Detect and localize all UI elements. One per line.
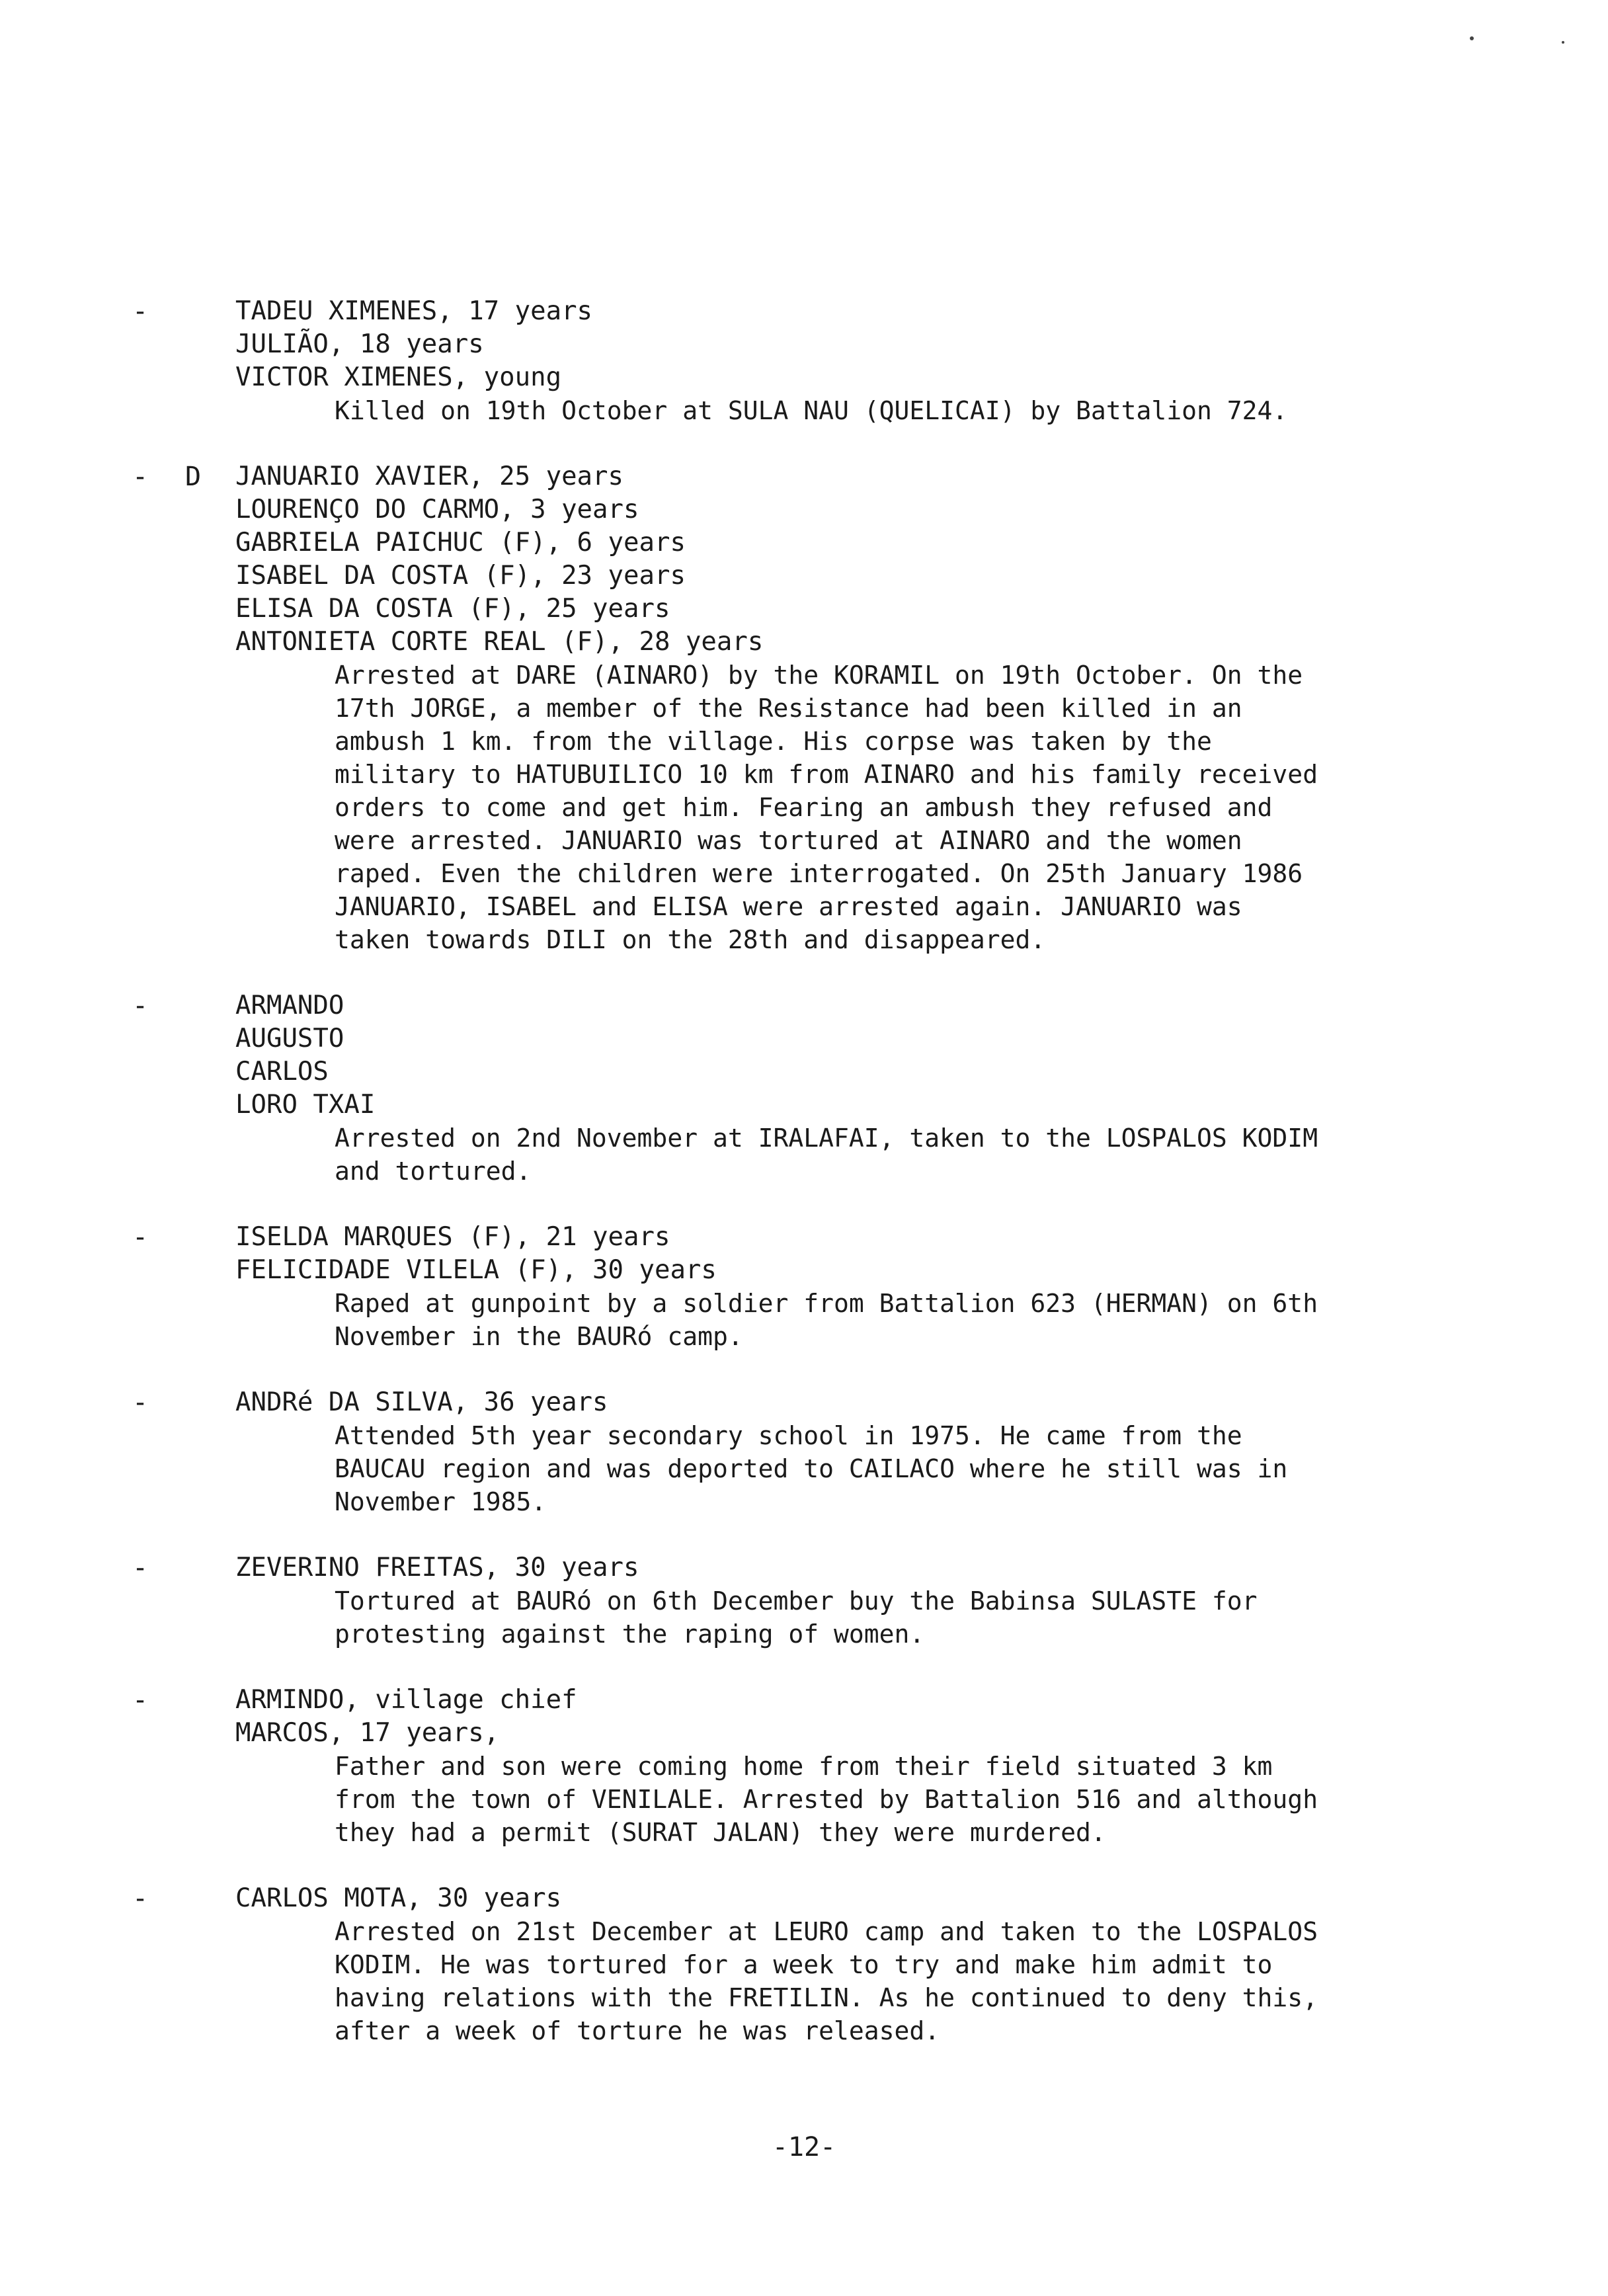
description-line: Raped at gunpoint by a soldier from Battalion 623 (HERMAN) on 6th bbox=[335, 1289, 1318, 1318]
bullet-dash: - bbox=[132, 1222, 149, 1252]
person-name: ARMINDO, village chief bbox=[235, 1685, 577, 1715]
entry-body bbox=[235, 1882, 1492, 2047]
person-name: ZEVERINO FREITAS, 30 years bbox=[235, 1553, 639, 1582]
person-name: CARLOS MOTA, 30 years bbox=[235, 1883, 562, 1913]
description-line: 17th JORGE, a member of the Resistance had been killed in an bbox=[335, 694, 1242, 723]
scan-speck bbox=[1470, 36, 1474, 40]
person-name: ISELDA MARQUES (F), 21 years bbox=[235, 1222, 670, 1252]
description-line: November in the BAURó camp. bbox=[335, 1322, 743, 1351]
scan-speck bbox=[1562, 41, 1564, 44]
entry-body bbox=[235, 1386, 1492, 1518]
description-line: raped. Even the children were interrogated. On 25th January 1986 bbox=[335, 859, 1303, 888]
description-line: were arrested. JANUARIO was tortured at AINARO and the women bbox=[335, 826, 1242, 855]
entry-mark: D bbox=[185, 462, 202, 492]
entry-body bbox=[235, 460, 1492, 956]
entry-body bbox=[235, 989, 1492, 1188]
person-name: AUGUSTO bbox=[235, 1024, 344, 1053]
person-name: ANDRé DA SILVA, 36 years bbox=[235, 1387, 608, 1417]
bullet-dash: - bbox=[132, 462, 149, 492]
person-name: FELICIDADE VILELA (F), 30 years bbox=[235, 1255, 717, 1285]
entry-body bbox=[235, 295, 1492, 427]
description-line: Killed on 19th October at SULA NAU (QUELICAI) by Battalion 724. bbox=[335, 396, 1288, 425]
description-line: Father and son were coming home from their field situated 3 km bbox=[335, 1752, 1273, 1781]
description-line: Attended 5th year secondary school in 1975. He came from the bbox=[335, 1421, 1242, 1450]
description-line: having relations with the FRETILIN. As he continued to deny this, bbox=[335, 1983, 1318, 2012]
bullet-dash: - bbox=[132, 296, 149, 327]
bullet-dash: - bbox=[132, 1387, 149, 1418]
person-name: ELISA DA COSTA (F), 25 years bbox=[235, 594, 670, 624]
person-name: GABRIELA PAICHUC (F), 6 years bbox=[235, 528, 686, 557]
bullet-dash: - bbox=[132, 1883, 149, 1914]
person-name: ISABEL DA COSTA (F), 23 years bbox=[235, 561, 686, 591]
person-name: VICTOR XIMENES, young bbox=[235, 362, 562, 392]
description-line: from the town of VENILALE. Arrested by Battalion 516 and although bbox=[335, 1785, 1318, 1814]
person-name: JULIÃO, 18 years bbox=[235, 329, 484, 359]
entry-body bbox=[235, 1551, 1492, 1651]
person-name: CARLOS bbox=[235, 1057, 329, 1086]
description-line: BAUCAU region and was deported to CAILACO where he still was in bbox=[335, 1454, 1288, 1483]
person-name: LOURENÇO DO CARMO, 3 years bbox=[235, 495, 639, 524]
person-name: ANTONIETA CORTE REAL (F), 28 years bbox=[235, 627, 764, 657]
description-line: military to HATUBUILICO 10 km from AINARO and his family received bbox=[335, 760, 1318, 789]
person-name: JANUARIO XAVIER, 25 years bbox=[235, 462, 623, 491]
description-line: November 1985. bbox=[335, 1487, 547, 1516]
person-name: ARMANDO bbox=[235, 991, 344, 1020]
person-name: MARCOS, 17 years, bbox=[235, 1718, 500, 1748]
description-line: orders to come and get him. Fearing an ambush they refused and bbox=[335, 793, 1273, 822]
description-line: ambush 1 km. from the village. His corpse was taken by the bbox=[335, 727, 1212, 756]
description-line: Tortured at BAURó on 6th December buy the Babinsa SULASTE for bbox=[335, 1586, 1258, 1616]
description-line: Arrested at DARE (AINARO) by the KORAMIL on 19th October. On the bbox=[335, 661, 1303, 690]
description-line: Arrested on 21st December at LEURO camp and taken to the LOSPALOS bbox=[335, 1917, 1318, 1946]
description-line: after a week of torture he was released. bbox=[335, 2016, 940, 2045]
person-name: LORO TXAI bbox=[235, 1090, 376, 1120]
page-number: -12- bbox=[772, 2132, 836, 2162]
bullet-dash: - bbox=[132, 1685, 149, 1715]
description-line: KODIM. He was tortured for a week to try and make him admit to bbox=[335, 1950, 1273, 1979]
description-line: JANUARIO, ISABEL and ELISA were arrested again. JANUARIO was bbox=[335, 892, 1242, 921]
bullet-dash: - bbox=[132, 1553, 149, 1583]
description-line: Arrested on 2nd November at IRALAFAI, taken to the LOSPALOS KODIM bbox=[335, 1124, 1318, 1153]
person-name: TADEU XIMENES, 17 years bbox=[235, 296, 593, 326]
entry-body bbox=[235, 1684, 1492, 1849]
description-line: protesting against the raping of women. bbox=[335, 1620, 925, 1649]
description-line: they had a permit (SURAT JALAN) they were murdered. bbox=[335, 1818, 1106, 1847]
description-line: and tortured. bbox=[335, 1157, 532, 1186]
entry-body bbox=[235, 1221, 1492, 1353]
bullet-dash: - bbox=[132, 991, 149, 1021]
description-line: taken towards DILI on the 28th and disappeared. bbox=[335, 925, 1046, 954]
